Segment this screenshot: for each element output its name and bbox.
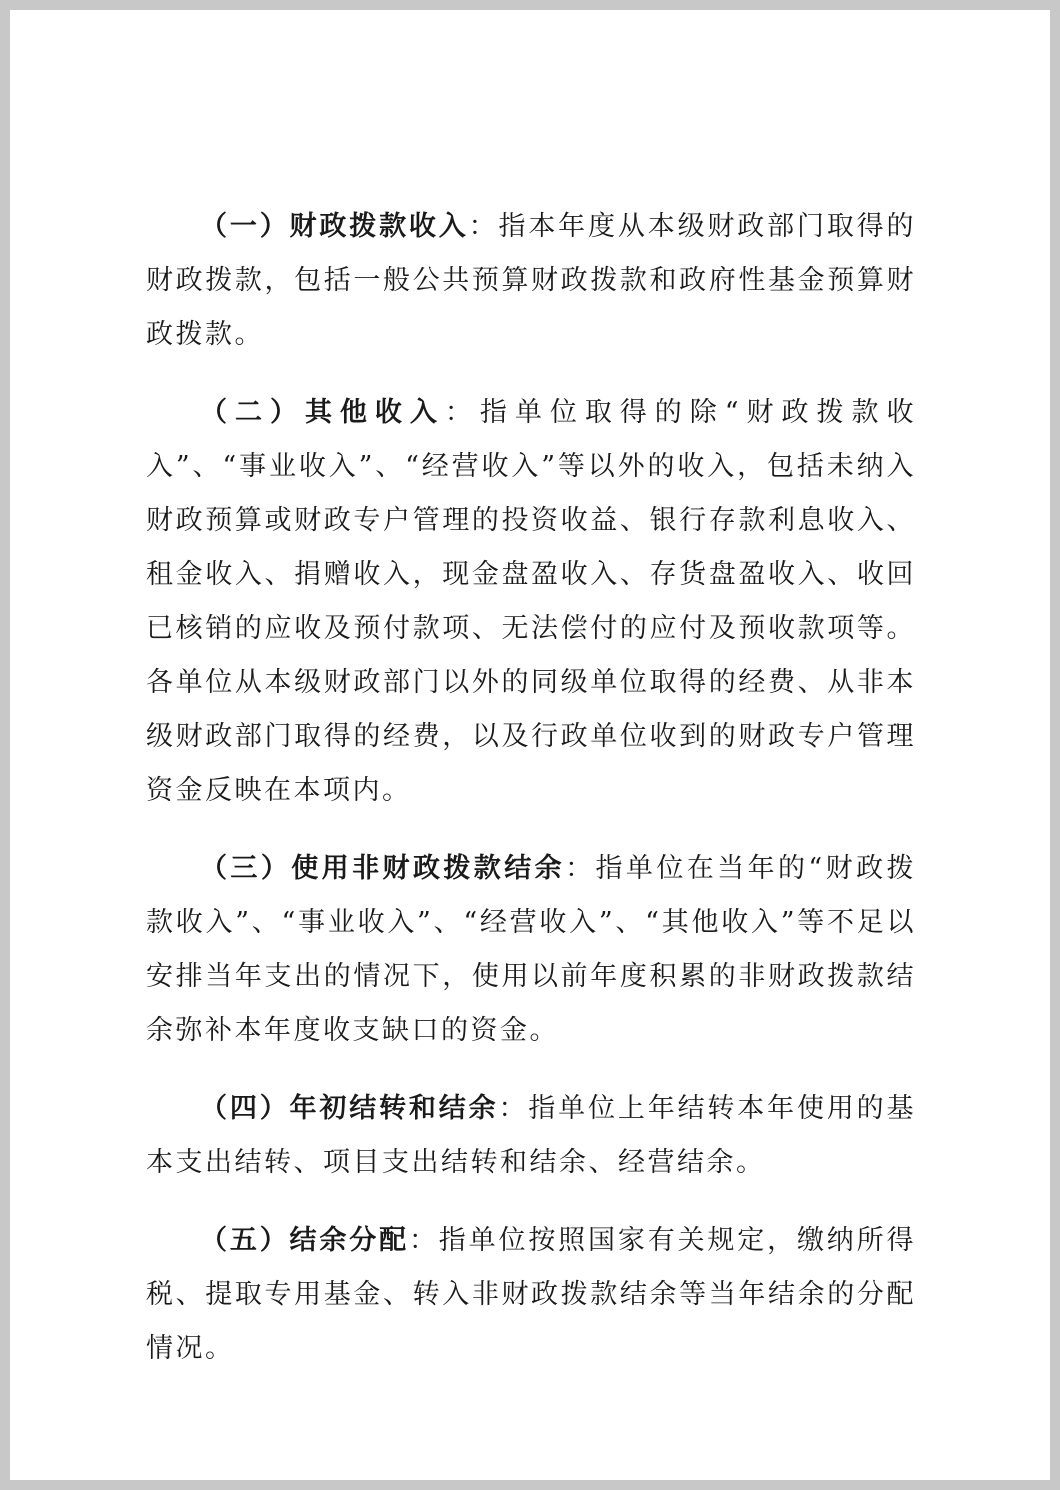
paragraph-4	[146, 1082, 916, 1190]
paragraph-text: ：指单位取得的除“财政拨款收入”、“事业收入”、“经营收入”等以外的收入，包括未纳入财政预算或财政专户管理的投资收益、银行存款利息收入、租金收入、捐赠收入，现金盘盈收入、存货盘盈收入、收回已核销的应收及预付款项、无法偿付的应付及预收款项等。各单位从本级财政部门以外的同级单位取得的经费、从非本级财政部门取得的经费，以及行政单位收到的财政专户管理资金反映在本项内。	[146, 397, 916, 806]
paragraph-3	[146, 842, 916, 1058]
paragraph-2	[146, 386, 916, 818]
paragraph-term: （三）使用非财政拨款结余	[200, 853, 566, 884]
paragraph-text: ：指单位按照国家有关规定，缴纳所得税、提取专用基金、转入非财政拨款结余等当年结余的分配情况。	[146, 1225, 917, 1364]
document-body	[146, 200, 916, 1400]
paragraph-term: （二）其他收入	[200, 397, 445, 428]
paragraph-term: （一）财政拨款收入	[200, 211, 469, 242]
paragraph-text: ：指单位上年结转本年使用的基本支出结转、项目支出结转和结余、经营结余。	[146, 1093, 917, 1178]
paragraph-1	[146, 200, 916, 362]
paragraph-text: ：指单位在当年的“财政拨款收入”、“事业收入”、“经营收入”、“其他收入”等不足以安排当年支出的情况下，使用以前年度积累的非财政拨款结余弥补本年度收支缺口的资金。	[146, 853, 916, 1046]
paragraph-term: （四）年初结转和结余	[200, 1093, 499, 1124]
document-page	[10, 10, 1050, 1480]
paragraph-5	[146, 1214, 916, 1376]
paragraph-term: （五）结余分配	[200, 1225, 409, 1256]
paragraph-text: ：指本年度从本级财政部门取得的财政拨款，包括一般公共预算财政拨款和政府性基金预算财政拨款。	[146, 211, 917, 350]
